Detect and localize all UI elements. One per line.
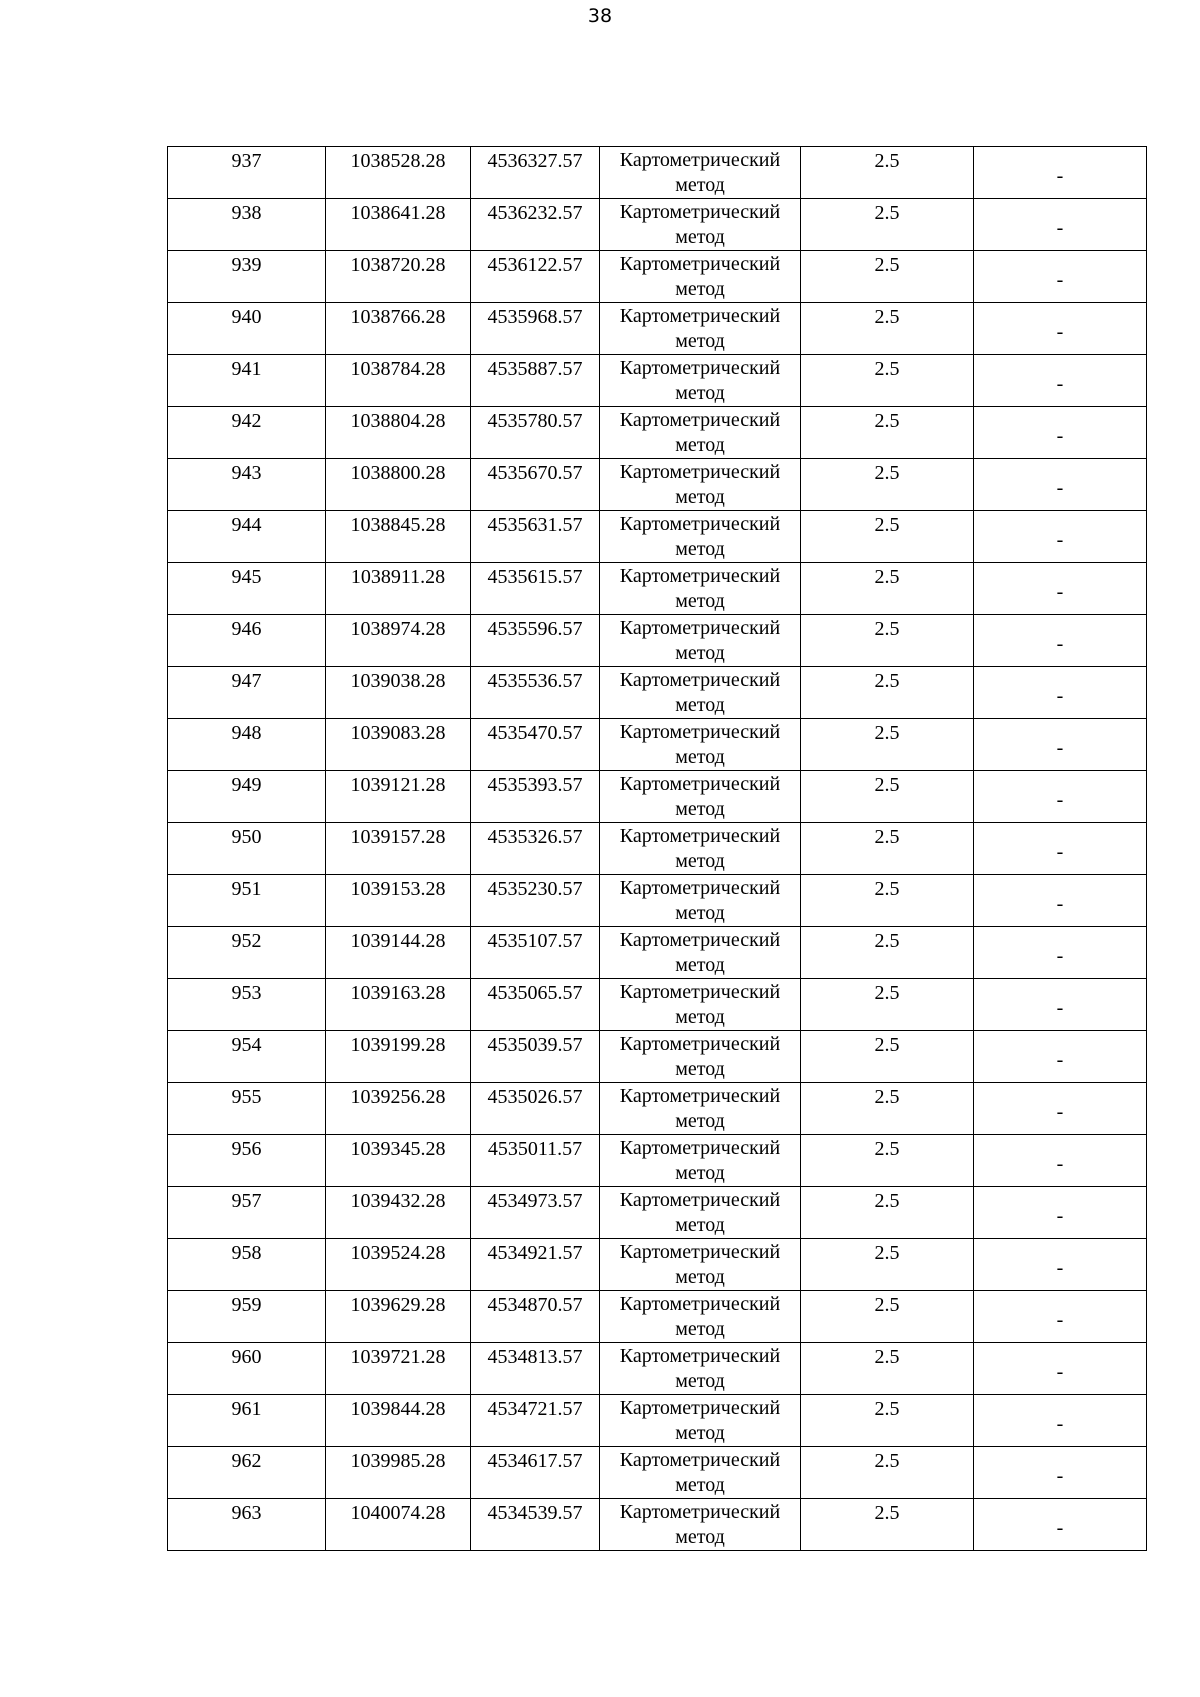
point-number-cell: 942 — [168, 407, 326, 459]
note-cell: - — [974, 1239, 1147, 1291]
method-line-1: Картометрический — [619, 721, 781, 743]
x-coordinate-cell: 1039157.28 — [326, 823, 471, 875]
table-row — [168, 615, 1147, 667]
method-cell — [600, 303, 801, 355]
method-line-1: Картометрический — [619, 1449, 781, 1471]
method-line-2: метод — [675, 1110, 725, 1132]
method-cell — [600, 875, 801, 927]
accuracy-cell: 2.5 — [801, 1291, 974, 1343]
point-number-cell: 941 — [168, 355, 326, 407]
y-coordinate-cell: 4535107.57 — [471, 927, 600, 979]
note-cell: - — [974, 615, 1147, 667]
method-line-1: Картометрический — [619, 1501, 781, 1523]
accuracy-cell: 2.5 — [801, 563, 974, 615]
note-cell: - — [974, 875, 1147, 927]
x-coordinate-cell: 1039721.28 — [326, 1343, 471, 1395]
method-cell — [600, 251, 801, 303]
method-line-1: Картометрический — [619, 565, 781, 587]
method-line-2: метод — [675, 746, 725, 768]
table-row — [168, 979, 1147, 1031]
y-coordinate-cell: 4535670.57 — [471, 459, 600, 511]
accuracy-cell: 2.5 — [801, 875, 974, 927]
accuracy-cell: 2.5 — [801, 1135, 974, 1187]
method-line-2: метод — [675, 694, 725, 716]
x-coordinate-cell: 1039629.28 — [326, 1291, 471, 1343]
method-line-1: Картометрический — [619, 1345, 781, 1367]
accuracy-cell: 2.5 — [801, 719, 974, 771]
method-line-1: Картометрический — [619, 825, 781, 847]
y-coordinate-cell: 4535011.57 — [471, 1135, 600, 1187]
method-line-2: метод — [675, 278, 725, 300]
x-coordinate-cell: 1039256.28 — [326, 1083, 471, 1135]
note-cell: - — [974, 979, 1147, 1031]
y-coordinate-cell: 4536122.57 — [471, 251, 600, 303]
y-coordinate-cell: 4534921.57 — [471, 1239, 600, 1291]
y-coordinate-cell: 4536327.57 — [471, 147, 600, 199]
y-coordinate-cell: 4535065.57 — [471, 979, 600, 1031]
method-line-2: метод — [675, 1422, 725, 1444]
x-coordinate-cell: 1038784.28 — [326, 355, 471, 407]
accuracy-cell: 2.5 — [801, 667, 974, 719]
point-number-cell: 963 — [168, 1499, 326, 1551]
method-line-1: Картометрический — [619, 253, 781, 275]
point-number-cell: 962 — [168, 1447, 326, 1499]
method-line-2: метод — [675, 642, 725, 664]
y-coordinate-cell: 4534813.57 — [471, 1343, 600, 1395]
method-line-2: метод — [675, 954, 725, 976]
method-line-2: метод — [675, 850, 725, 872]
method-line-2: метод — [675, 486, 725, 508]
y-coordinate-cell: 4535887.57 — [471, 355, 600, 407]
accuracy-cell: 2.5 — [801, 823, 974, 875]
point-number-cell: 946 — [168, 615, 326, 667]
accuracy-cell: 2.5 — [801, 199, 974, 251]
accuracy-cell: 2.5 — [801, 615, 974, 667]
method-line-1: Картометрический — [619, 1189, 781, 1211]
y-coordinate-cell: 4535326.57 — [471, 823, 600, 875]
note-cell: - — [974, 1031, 1147, 1083]
method-cell — [600, 823, 801, 875]
method-cell — [600, 563, 801, 615]
method-cell — [600, 1239, 801, 1291]
y-coordinate-cell: 4534539.57 — [471, 1499, 600, 1551]
point-number-cell: 945 — [168, 563, 326, 615]
accuracy-cell: 2.5 — [801, 927, 974, 979]
method-cell — [600, 407, 801, 459]
x-coordinate-cell: 1039199.28 — [326, 1031, 471, 1083]
method-line-1: Картометрический — [619, 1293, 781, 1315]
accuracy-cell: 2.5 — [801, 979, 974, 1031]
table-row — [168, 1135, 1147, 1187]
point-number-cell: 961 — [168, 1395, 326, 1447]
point-number-cell: 956 — [168, 1135, 326, 1187]
point-number-cell: 948 — [168, 719, 326, 771]
y-coordinate-cell: 4535026.57 — [471, 1083, 600, 1135]
method-cell — [600, 927, 801, 979]
note-cell: - — [974, 355, 1147, 407]
note-cell: - — [974, 667, 1147, 719]
method-cell — [600, 1031, 801, 1083]
x-coordinate-cell: 1038974.28 — [326, 615, 471, 667]
accuracy-cell: 2.5 — [801, 1395, 974, 1447]
method-line-2: метод — [675, 1214, 725, 1236]
table-row — [168, 251, 1147, 303]
method-line-2: метод — [675, 1162, 725, 1184]
accuracy-cell: 2.5 — [801, 771, 974, 823]
x-coordinate-cell: 1039524.28 — [326, 1239, 471, 1291]
method-cell — [600, 667, 801, 719]
note-cell: - — [974, 927, 1147, 979]
note-cell: - — [974, 1083, 1147, 1135]
table-row — [168, 199, 1147, 251]
method-cell — [600, 199, 801, 251]
point-number-cell: 949 — [168, 771, 326, 823]
accuracy-cell: 2.5 — [801, 1239, 974, 1291]
point-number-cell: 939 — [168, 251, 326, 303]
x-coordinate-cell: 1038800.28 — [326, 459, 471, 511]
page-number: 38 — [587, 5, 613, 27]
point-number-cell: 947 — [168, 667, 326, 719]
method-line-1: Картометрический — [619, 981, 781, 1003]
table-row — [168, 719, 1147, 771]
table-row — [168, 1239, 1147, 1291]
note-cell: - — [974, 511, 1147, 563]
method-line-1: Картометрический — [619, 1137, 781, 1159]
method-line-1: Картометрический — [619, 877, 781, 899]
method-cell — [600, 1499, 801, 1551]
table-row — [168, 1395, 1147, 1447]
y-coordinate-cell: 4534721.57 — [471, 1395, 600, 1447]
note-cell: - — [974, 407, 1147, 459]
x-coordinate-cell: 1039345.28 — [326, 1135, 471, 1187]
method-line-1: Картометрический — [619, 669, 781, 691]
method-line-1: Картометрический — [619, 513, 781, 535]
x-coordinate-cell: 1039121.28 — [326, 771, 471, 823]
x-coordinate-cell: 1039985.28 — [326, 1447, 471, 1499]
table-row — [168, 771, 1147, 823]
method-line-1: Картометрический — [619, 149, 781, 171]
table-row — [168, 667, 1147, 719]
x-coordinate-cell: 1039163.28 — [326, 979, 471, 1031]
x-coordinate-cell: 1039844.28 — [326, 1395, 471, 1447]
table-row — [168, 355, 1147, 407]
accuracy-cell: 2.5 — [801, 511, 974, 563]
accuracy-cell: 2.5 — [801, 1083, 974, 1135]
x-coordinate-cell: 1038911.28 — [326, 563, 471, 615]
coordinates-table — [167, 146, 1147, 1551]
method-line-1: Картометрический — [619, 617, 781, 639]
x-coordinate-cell: 1038804.28 — [326, 407, 471, 459]
method-cell — [600, 1343, 801, 1395]
point-number-cell: 938 — [168, 199, 326, 251]
point-number-cell: 940 — [168, 303, 326, 355]
method-cell — [600, 1187, 801, 1239]
accuracy-cell: 2.5 — [801, 1447, 974, 1499]
method-line-1: Картометрический — [619, 1397, 781, 1419]
coordinates-table-body — [168, 147, 1147, 1551]
method-cell — [600, 771, 801, 823]
point-number-cell: 953 — [168, 979, 326, 1031]
note-cell: - — [974, 771, 1147, 823]
accuracy-cell: 2.5 — [801, 355, 974, 407]
x-coordinate-cell: 1040074.28 — [326, 1499, 471, 1551]
table-row — [168, 1031, 1147, 1083]
point-number-cell: 954 — [168, 1031, 326, 1083]
method-line-2: метод — [675, 1058, 725, 1080]
x-coordinate-cell: 1039083.28 — [326, 719, 471, 771]
point-number-cell: 950 — [168, 823, 326, 875]
x-coordinate-cell: 1039144.28 — [326, 927, 471, 979]
x-coordinate-cell: 1039153.28 — [326, 875, 471, 927]
note-cell: - — [974, 1187, 1147, 1239]
y-coordinate-cell: 4534617.57 — [471, 1447, 600, 1499]
method-cell — [600, 1395, 801, 1447]
point-number-cell: 959 — [168, 1291, 326, 1343]
table-row — [168, 927, 1147, 979]
point-number-cell: 960 — [168, 1343, 326, 1395]
method-cell — [600, 1447, 801, 1499]
table-row — [168, 875, 1147, 927]
table-row — [168, 563, 1147, 615]
note-cell: - — [974, 1291, 1147, 1343]
x-coordinate-cell: 1038766.28 — [326, 303, 471, 355]
method-line-1: Картометрический — [619, 461, 781, 483]
method-cell — [600, 511, 801, 563]
note-cell: - — [974, 459, 1147, 511]
note-cell: - — [974, 563, 1147, 615]
method-line-2: метод — [675, 590, 725, 612]
x-coordinate-cell: 1038845.28 — [326, 511, 471, 563]
note-cell: - — [974, 1395, 1147, 1447]
accuracy-cell: 2.5 — [801, 147, 974, 199]
y-coordinate-cell: 4535780.57 — [471, 407, 600, 459]
table-row — [168, 1291, 1147, 1343]
x-coordinate-cell: 1038720.28 — [326, 251, 471, 303]
method-cell — [600, 615, 801, 667]
y-coordinate-cell: 4534973.57 — [471, 1187, 600, 1239]
method-line-2: метод — [675, 1474, 725, 1496]
y-coordinate-cell: 4535596.57 — [471, 615, 600, 667]
point-number-cell: 957 — [168, 1187, 326, 1239]
method-line-2: метод — [675, 1526, 725, 1548]
method-line-1: Картометрический — [619, 1241, 781, 1263]
accuracy-cell: 2.5 — [801, 1499, 974, 1551]
table-row — [168, 1187, 1147, 1239]
method-line-1: Картометрический — [619, 1033, 781, 1055]
method-cell — [600, 1083, 801, 1135]
y-coordinate-cell: 4536232.57 — [471, 199, 600, 251]
method-cell — [600, 355, 801, 407]
method-cell — [600, 979, 801, 1031]
note-cell: - — [974, 147, 1147, 199]
point-number-cell: 951 — [168, 875, 326, 927]
point-number-cell: 944 — [168, 511, 326, 563]
method-line-1: Картометрический — [619, 305, 781, 327]
method-line-2: метод — [675, 798, 725, 820]
method-line-2: метод — [675, 330, 725, 352]
point-number-cell: 943 — [168, 459, 326, 511]
point-number-cell: 937 — [168, 147, 326, 199]
method-line-1: Картометрический — [619, 357, 781, 379]
note-cell: - — [974, 1447, 1147, 1499]
note-cell: - — [974, 1343, 1147, 1395]
method-line-2: метод — [675, 1266, 725, 1288]
y-coordinate-cell: 4535470.57 — [471, 719, 600, 771]
point-number-cell: 952 — [168, 927, 326, 979]
method-line-2: метод — [675, 226, 725, 248]
x-coordinate-cell: 1039038.28 — [326, 667, 471, 719]
method-cell — [600, 1291, 801, 1343]
method-cell — [600, 1135, 801, 1187]
y-coordinate-cell: 4535631.57 — [471, 511, 600, 563]
y-coordinate-cell: 4535393.57 — [471, 771, 600, 823]
point-number-cell: 955 — [168, 1083, 326, 1135]
method-line-2: метод — [675, 902, 725, 924]
accuracy-cell: 2.5 — [801, 303, 974, 355]
note-cell: - — [974, 251, 1147, 303]
method-line-2: метод — [675, 434, 725, 456]
y-coordinate-cell: 4535536.57 — [471, 667, 600, 719]
method-line-2: метод — [675, 1370, 725, 1392]
table-row — [168, 303, 1147, 355]
method-line-1: Картометрический — [619, 1085, 781, 1107]
accuracy-cell: 2.5 — [801, 459, 974, 511]
method-line-2: метод — [675, 1006, 725, 1028]
note-cell: - — [974, 303, 1147, 355]
method-line-2: метод — [675, 174, 725, 196]
x-coordinate-cell: 1038641.28 — [326, 199, 471, 251]
table-row — [168, 1499, 1147, 1551]
y-coordinate-cell: 4535968.57 — [471, 303, 600, 355]
method-line-2: метод — [675, 382, 725, 404]
method-line-1: Картометрический — [619, 773, 781, 795]
accuracy-cell: 2.5 — [801, 1031, 974, 1083]
note-cell: - — [974, 823, 1147, 875]
note-cell: - — [974, 719, 1147, 771]
method-cell — [600, 459, 801, 511]
method-line-2: метод — [675, 538, 725, 560]
x-coordinate-cell: 1039432.28 — [326, 1187, 471, 1239]
x-coordinate-cell: 1038528.28 — [326, 147, 471, 199]
table-row — [168, 147, 1147, 199]
note-cell: - — [974, 1135, 1147, 1187]
method-line-1: Картометрический — [619, 409, 781, 431]
accuracy-cell: 2.5 — [801, 251, 974, 303]
method-line-1: Картометрический — [619, 201, 781, 223]
y-coordinate-cell: 4535039.57 — [471, 1031, 600, 1083]
note-cell: - — [974, 199, 1147, 251]
accuracy-cell: 2.5 — [801, 1187, 974, 1239]
table-row — [168, 823, 1147, 875]
method-cell — [600, 147, 801, 199]
table-row — [168, 459, 1147, 511]
accuracy-cell: 2.5 — [801, 1343, 974, 1395]
table-row — [168, 407, 1147, 459]
y-coordinate-cell: 4535615.57 — [471, 563, 600, 615]
table-row — [168, 1083, 1147, 1135]
point-number-cell: 958 — [168, 1239, 326, 1291]
method-line-1: Картометрический — [619, 929, 781, 951]
note-cell: - — [974, 1499, 1147, 1551]
table-row — [168, 1447, 1147, 1499]
method-cell — [600, 719, 801, 771]
y-coordinate-cell: 4534870.57 — [471, 1291, 600, 1343]
table-row — [168, 511, 1147, 563]
table-row — [168, 1343, 1147, 1395]
method-line-2: метод — [675, 1318, 725, 1340]
accuracy-cell: 2.5 — [801, 407, 974, 459]
y-coordinate-cell: 4535230.57 — [471, 875, 600, 927]
